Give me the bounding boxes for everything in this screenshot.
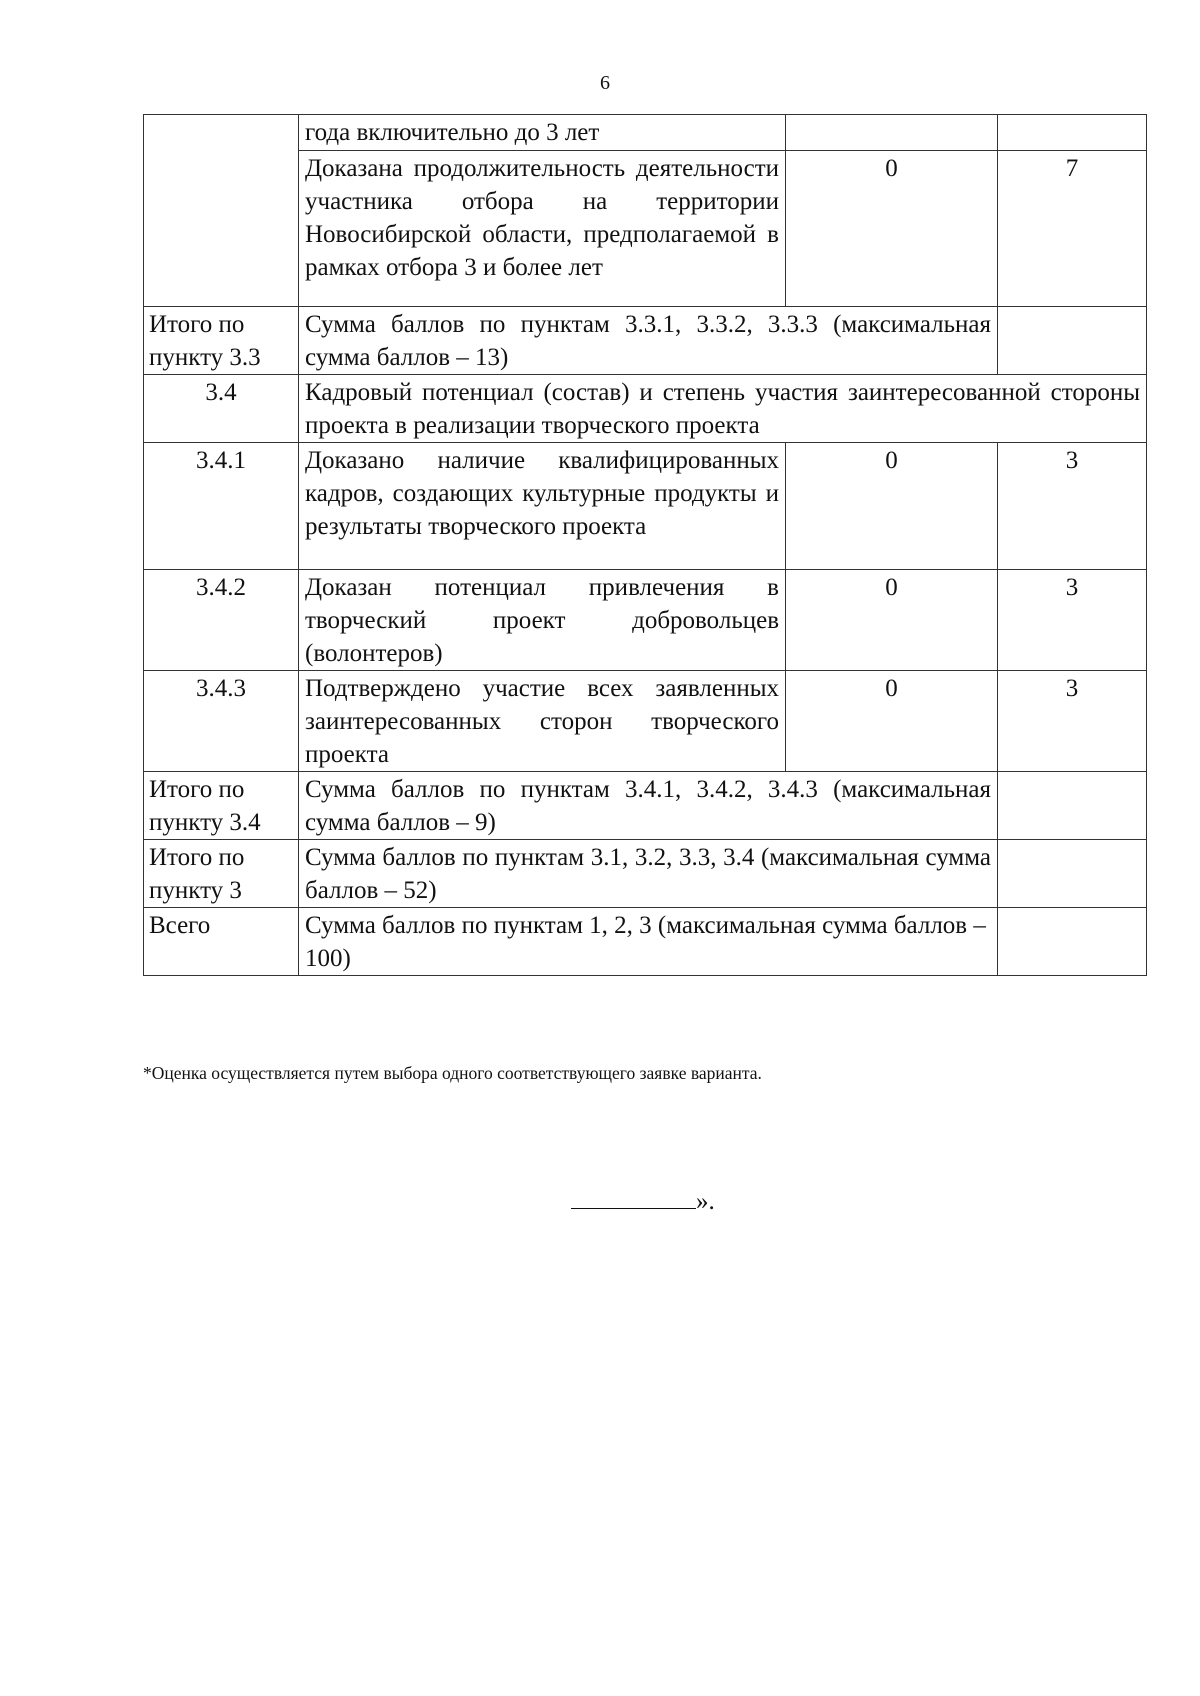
row-description-cell: Доказана продолжительность деятельности участника отбора на территории Новосибирской области, предполагаемой в рамках отбора 3 и более лет (299, 151, 786, 307)
row-max-score-cell: 3 (998, 443, 1147, 570)
table-row (144, 115, 1147, 151)
page-number: 6 (600, 72, 610, 94)
row-number-cell: Итого по пункту 3.4 (144, 772, 299, 840)
row-max-score-cell: 7 (998, 151, 1147, 307)
table-row (144, 570, 1147, 671)
row-max-score-cell (998, 840, 1147, 908)
table-row (144, 671, 1147, 772)
row-description-cell: Подтверждено участие всех заявленных заинтересованных сторон творческого проекта (299, 671, 786, 772)
table-row (144, 840, 1147, 908)
row-max-score-cell (998, 115, 1147, 151)
closing-quote-mark: ». (696, 1188, 715, 1215)
row-description-cell: Доказан потенциал привлечения в творческий проект добровольцев (волонтеров) (299, 570, 786, 671)
row-description-cell: Доказано наличие квалифицированных кадров, создающих культурные продукты и результаты творческого проекта (299, 443, 786, 570)
row-max-score-cell (998, 307, 1147, 375)
row-min-score-cell: 0 (786, 671, 998, 772)
row-number-cell: 3.4.3 (144, 671, 299, 772)
closing-line (571, 1186, 715, 1216)
row-number-cell: Итого по пункту 3.3 (144, 307, 299, 375)
table-row (144, 375, 1147, 443)
table-row (144, 908, 1147, 976)
row-description-cell: Кадровый потенциал (состав) и степень участия заинтересованной стороны проекта в реализации творческого проекта (299, 375, 1147, 443)
blank-underline (571, 1186, 696, 1209)
row-description-cell: года включительно до 3 лет (299, 115, 786, 151)
row-max-score-cell (998, 772, 1147, 840)
row-max-score-cell (998, 908, 1147, 976)
row-number-cell: 3.4 (144, 375, 299, 443)
row-description-cell: Сумма баллов по пунктам 3.1, 3.2, 3.3, 3.4 (максимальная сумма баллов – 52) (299, 840, 998, 908)
table-row (144, 307, 1147, 375)
row-description-cell: Сумма баллов по пунктам 3.3.1, 3.3.2, 3.3.3 (максимальная сумма баллов – 13) (299, 307, 998, 375)
row-min-score-cell (786, 115, 998, 151)
row-min-score-cell: 0 (786, 151, 998, 307)
table-row (144, 772, 1147, 840)
criteria-table (143, 114, 1147, 976)
row-number-cell: Итого по пункту 3 (144, 840, 299, 908)
row-number-cell: 3.4.1 (144, 443, 299, 570)
row-max-score-cell: 3 (998, 570, 1147, 671)
row-max-score-cell: 3 (998, 671, 1147, 772)
row-min-score-cell: 0 (786, 570, 998, 671)
row-number-cell: Всего (144, 908, 299, 976)
row-description-cell: Сумма баллов по пунктам 1, 2, 3 (максимальная сумма баллов – 100) (299, 908, 998, 976)
table-row (144, 443, 1147, 570)
row-number-cell (144, 115, 299, 307)
footnote: *Оценка осуществляется путем выбора одного соответствующего заявке варианта. (143, 1063, 762, 1083)
row-min-score-cell: 0 (786, 443, 998, 570)
row-number-cell: 3.4.2 (144, 570, 299, 671)
row-description-cell: Сумма баллов по пунктам 3.4.1, 3.4.2, 3.4.3 (максимальная сумма баллов – 9) (299, 772, 998, 840)
